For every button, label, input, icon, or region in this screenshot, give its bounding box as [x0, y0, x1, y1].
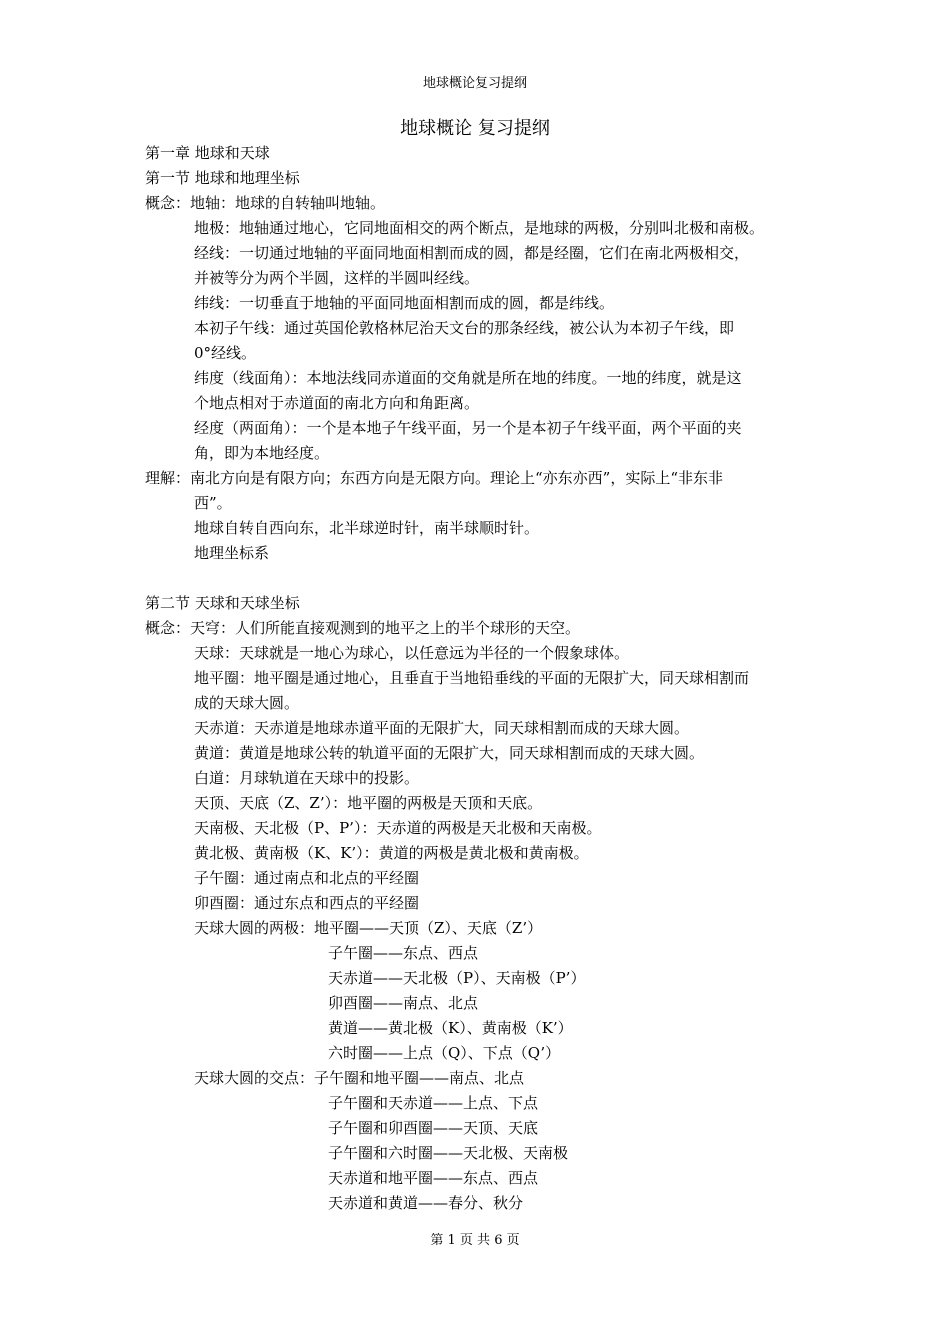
text-line: 天南极、天北极（P、P’）：天赤道的两极是天北极和天南极。 — [194, 819, 602, 837]
text-line: 纬线：一切垂直于地轴的平面同地面相割而成的圆，都是纬线。 — [194, 294, 615, 312]
text-line: 本初子午线：通过英国伦敦格林尼治天文台的那条经线，被公认为本初子午线，即 — [194, 319, 735, 337]
text-line: 白道：月球轨道在天球中的投影。 — [194, 769, 420, 787]
text-line: 地理坐标系 — [194, 544, 270, 562]
concept-line: 概念：地轴：地球的自转轴叫地轴。 — [145, 194, 386, 212]
text-line: 黄北极、黄南极（K、K’）：黄道的两极是黄北极和黄南极。 — [194, 844, 589, 862]
poles-heading: 天球大圆的两极：地平圈——天顶（Z）、天底（Z’） — [194, 919, 543, 937]
text-line: 地平圈：地平圈是通过地心，且垂直于当地铅垂线的平面的无限扩大，同天球相割而 — [194, 669, 750, 687]
text-line: 地极：地轴通过地心，它同地面相交的两个断点，是地球的两极，分别叫北极和南极。 — [194, 219, 765, 237]
text-line: 黄道：黄道是地球公转的轨道平面的无限扩大，同天球相割而成的天球大圆。 — [194, 744, 705, 762]
text-line: 地球自转自西向东，北半球逆时针，南半球顺时针。 — [194, 519, 540, 537]
list-item: 黄道——黄北极（K）、黄南极（K’） — [328, 1019, 573, 1037]
concept-line: 概念：天穹：人们所能直接观测到的地平之上的半个球形的天空。 — [145, 619, 581, 637]
list-item: 子午圈——东点、西点 — [328, 944, 479, 962]
list-item: 天赤道和黄道——春分、秋分 — [328, 1194, 524, 1212]
intersections-heading: 天球大圆的交点：子午圈和地平圈——南点、北点 — [194, 1069, 525, 1087]
list-item: 子午圈和卯酉圈——天顶、天底 — [328, 1119, 539, 1137]
text-line: 纬度（线面角）：本地法线同赤道面的交角就是所在地的纬度。一地的纬度，就是这 — [194, 369, 742, 387]
list-item: 天赤道——天北极（P）、天南极（P’） — [328, 969, 586, 987]
text-line: 天球：天球就是一地心为球心，以任意远为半径的一个假象球体。 — [194, 644, 630, 662]
text-line: 天赤道：天赤道是地球赤道平面的无限扩大，同天球相割而成的天球大圆。 — [194, 719, 690, 737]
understanding-line: 理解：南北方向是有限方向；东西方向是无限方向。理论上“亦东亦西”，实际上“非东非 — [145, 469, 724, 487]
text-line: 天顶、天底（Z、Z’）：地平圈的两极是天顶和天底。 — [194, 794, 543, 812]
section-heading: 第二节 天球和天球坐标 — [145, 594, 300, 612]
document-title: 地球概论 复习提纲 — [400, 118, 550, 139]
list-item: 卯酉圈——南点、北点 — [328, 994, 479, 1012]
text-line: 卯酉圈：通过东点和西点的平经圈 — [194, 894, 420, 912]
text-line: 角，即为本地经度。 — [194, 444, 330, 462]
text-line: 0°经线。 — [194, 344, 257, 362]
list-item: 天赤道和地平圈——东点、西点 — [328, 1169, 539, 1187]
text-line: 子午圈：通过南点和北点的平经圈 — [194, 869, 420, 887]
running-header: 地球概论复习提纲 — [422, 76, 527, 91]
page-number: 第 1 页 共 6 页 — [430, 1233, 520, 1248]
text-line: 并被等分为两个半圆，这样的半圆叫经线。 — [194, 269, 480, 287]
text-line: 经线：一切通过地轴的平面同地面相割而成的圆，都是经圈，它们在南北两极相交， — [194, 244, 750, 262]
text-line: 西”。 — [194, 494, 232, 512]
text-line: 成的天球大圆。 — [194, 694, 300, 712]
list-item: 子午圈和六时圈——天北极、天南极 — [328, 1144, 569, 1162]
text-line: 经度（两面角）：一个是本地子午线平面，另一个是本初子午线平面，两个平面的夹 — [194, 419, 742, 437]
list-item: 子午圈和天赤道——上点、下点 — [328, 1094, 539, 1112]
list-item: 六时圈——上点（Q）、下点（Q’） — [328, 1044, 561, 1062]
text-line: 个地点相对于赤道面的南北方向和角距离。 — [194, 394, 480, 412]
chapter-heading: 第一章 地球和天球 — [145, 144, 270, 162]
section-heading: 第一节 地球和地理坐标 — [145, 169, 300, 187]
